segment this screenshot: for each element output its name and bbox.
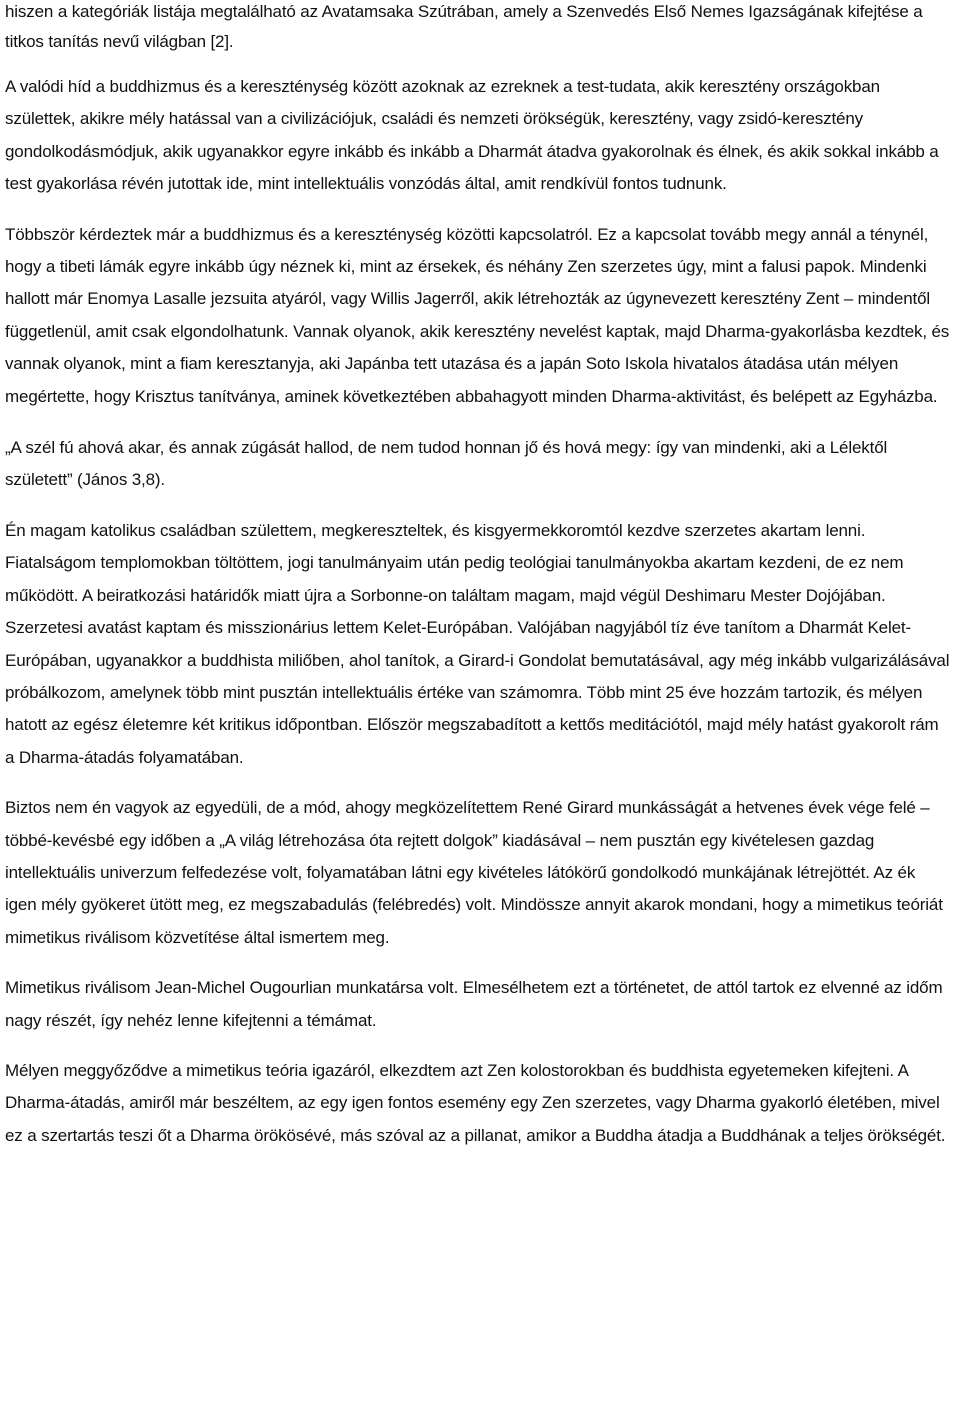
- paragraph-2: A valódi híd a buddhizmus és a kereszténység között azoknak az ezreknek a test-tudata, akik keresztény országokban születtek, akikre mély hatással van a civilizációjuk, családi és nemzeti örökségük, keresztény, vagy zsidó-keresztény gondolkodásmódjuk, akik ugyanakkor egyre inkább és inkább a Dharmát átadva gyakorolnak és élnek, és akik sokkal inkább a test gyakorlása révén jutottak ide, mint intellektuális vonzódás által, amit rendkívül fontos tudnunk.: [5, 77, 939, 194]
- paragraph-3: Többször kérdeztek már a buddhizmus és a kereszténység közötti kapcsolatról. Ez a kapcsolat tovább megy annál a ténynél, hogy a tibeti lámák egyre inkább úgy néznek ki, mint az érsekek, és néhány Zen szerzetes úgy, mint a falusi papok. Mindenki hallott már Enomya Lasalle jezsuita atyáról, vagy Willis Jagerről, akik létrehozták az úgynevezett keresztény Zent – mindentől függetlenül, amit csak elgondolhatunk. Vannak olyanok, akik keresztény nevelést kaptak, majd Dharma-gyakorlásba kezdtek, és vannak olyanok, mint a fiam keresztanyja, aki Japánba tett utazása és a japán Soto Iskola hivatalos átadása után mélyen megértette, hogy Krisztus tanítványa, aminek következtében abbahagyott minden Dharma-aktivitást, és belépett az Egyházba.: [5, 224, 950, 406]
- paragraph-8: Mélyen meggyőződve a mimetikus teória igazáról, elkezdtem azt Zen kolostorokban és buddhista egyetemeken kifejteni. A Dharma-átadás, amiről már beszéltem, az egy igen fontos esemény egy Zen szerzetes, vagy Dharma gyakorló életében, mivel ez a szertartás teszi őt a Dharma örökösévé, más szóval az a pillanat, amikor a Buddha átadja a Buddhának a teljes örökségét.: [5, 1060, 946, 1145]
- paragraph-5: Én magam katolikus családban születtem, megkereszteltek, és kisgyermekkoromtól kezdve szerzetes akartam lenni. Fiatalságom templomokban töltöttem, jogi tanulmányaim után pedig teológiai tanulmányokba akartam kezdeni, de ez nem működött. A beiratkozási határidők miatt újra a Sorbonne-on találtam magam, majd végül Deshimaru Mester Dojójában. Szerzetesi avatást kaptam és misszionárius lettem Kelet-Európában. Valójában nagyjából tíz éve tanítom a Dharmát Kelet-Európában, ugyanakkor a buddhista miliőben, ahol tanítok, a Girard-i Gondolat bemutatásával, agy még inkább vulgarizálásával próbálkozom, amelynek több mint pusztán intellektuális értéke van számomra. Több mint 25 éve hozzám tartozik, és mélyen hatott az egész életemre két kritikus időpontban. Először megszabadított a kettős meditációtól, majd mély hatást gyakorolt rám a Dharma-átadás folyamatában.: [5, 520, 950, 767]
- paragraph-7: Mimetikus riválisom Jean-Michel Ougourlian munkatársa volt. Elmesélhetem ezt a történetet, de attól tartok ez elvenné az időm nagy részét, így nehéz lenne kifejtenni a témámat.: [5, 978, 943, 1030]
- paragraph-6: Biztos nem én vagyok az egyedüli, de a mód, ahogy megközelítettem René Girard munkásságát a hetvenes évek vége felé – többé-kevésbé egy időben a „A világ létrehozása óta rejtett dolgok” kiadásával – nem pusztán egy kivételesen gazdag intellektuális univerzum felfedezése volt, folyamatában látni egy kivételes látókörű gondolkodó munkájának létrejöttét. Az ék igen mély gyökeret ütött meg, ez megszabadulás (felébredés) volt. Mindössze annyit akarok mondani, hogy a mimetikus teóriát mimetikus riválisom közvetítése által ismertem meg.: [5, 798, 943, 947]
- paragraph-4-quote: „A szél fú ahová akar, és annak zúgását hallod, de nem tudod honnan jő és hová megy: így van mindenki, aki a Lélektől született” (János 3,8).: [5, 438, 888, 490]
- paragraph-1: hiszen a kategóriák listája megtalálható az Avatamsaka Szútrában, amely a Szenvedés Első Nemes Igazságának kifejtése a titkos tanítás nevű világban [2].: [5, 2, 923, 51]
